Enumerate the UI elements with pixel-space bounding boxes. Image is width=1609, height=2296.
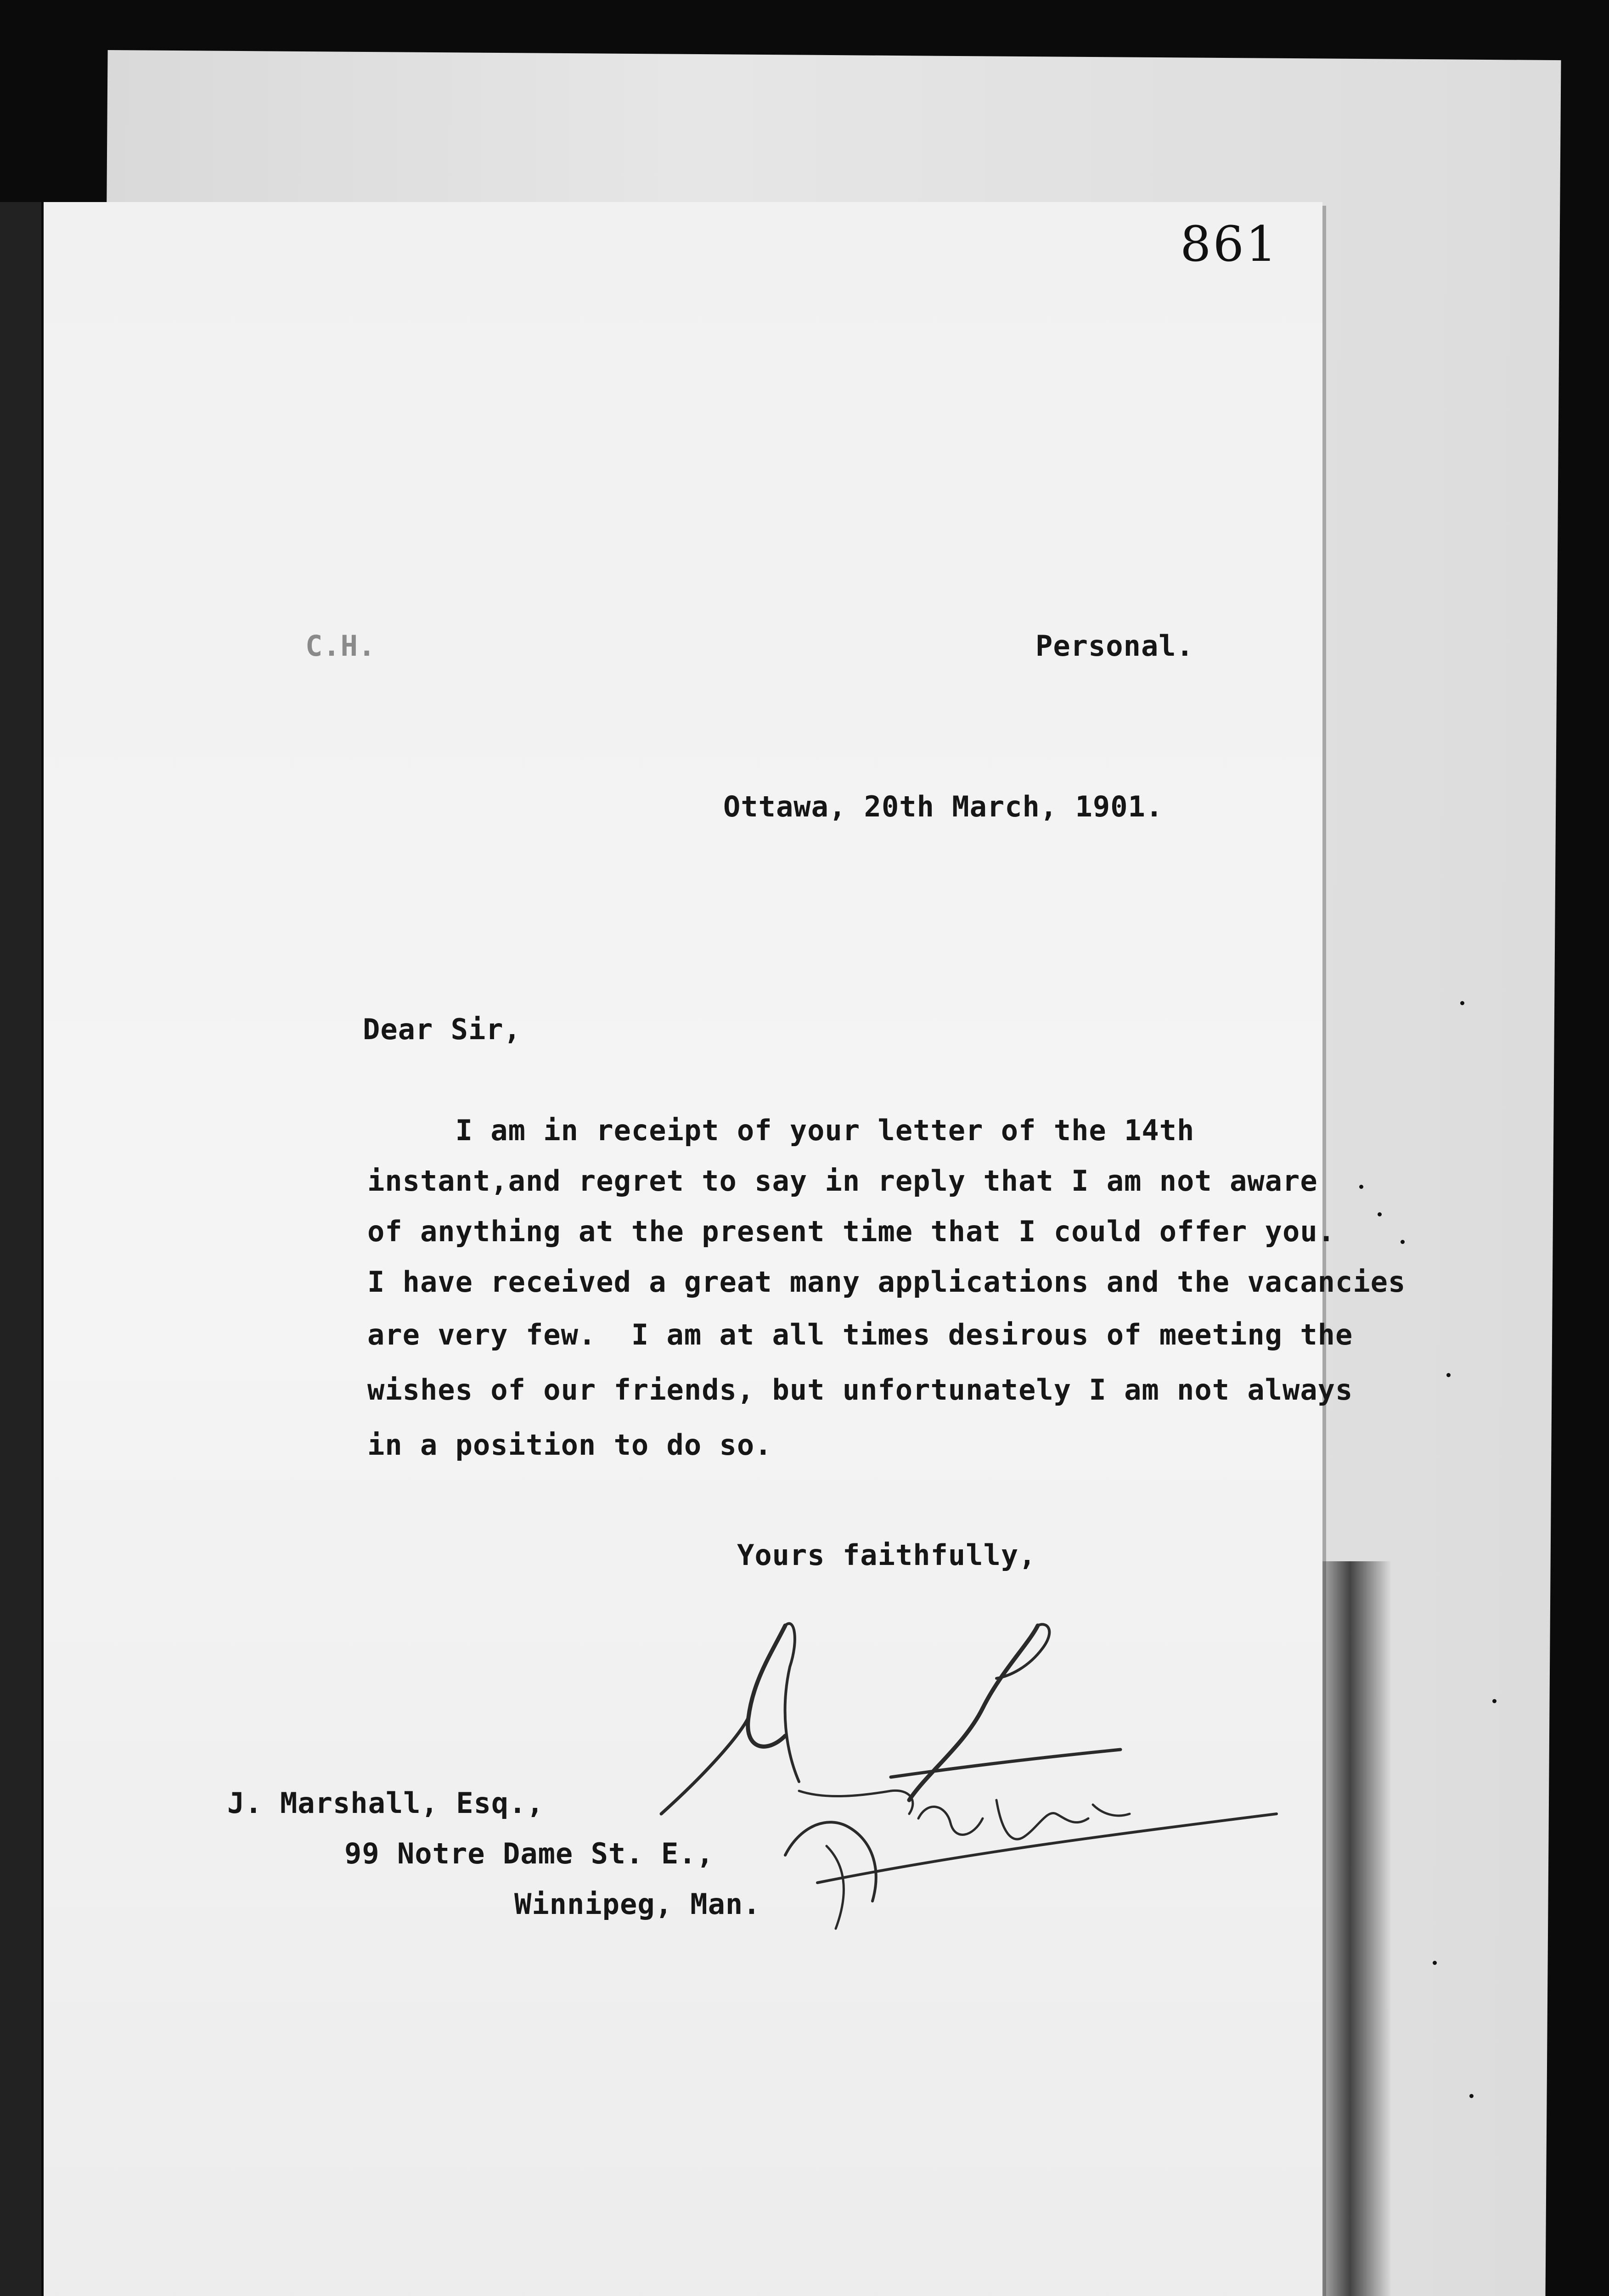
- film-speck: [1433, 1961, 1437, 1965]
- film-speck: [1401, 1240, 1405, 1244]
- film-speck: [1359, 1185, 1363, 1189]
- personal-label: Personal.: [1035, 629, 1194, 663]
- letter-page: [44, 202, 1322, 2296]
- dateline: Ottawa, 20th March, 1901.: [723, 790, 1164, 823]
- recipient-street: 99 Notre Dame St. E.,: [344, 1837, 714, 1870]
- body-line: wishes of our friends, but unfortunately I am not always: [367, 1373, 1353, 1407]
- salutation: Dear Sir,: [363, 1013, 521, 1046]
- body-line: I am in receipt of your letter of the 14th: [367, 1114, 1195, 1147]
- film-speck: [1446, 1373, 1451, 1377]
- film-speck: [1378, 1212, 1382, 1216]
- film-speck: [1460, 1001, 1464, 1005]
- body-line: of anything at the present time that I could offer you.: [367, 1215, 1335, 1248]
- film-speck: [1469, 2094, 1474, 2098]
- recipient-city: Winnipeg, Man.: [514, 1887, 761, 1921]
- body-line: in a position to do so.: [367, 1428, 772, 1462]
- page-number: 861: [1180, 216, 1279, 272]
- body-line: are very few. I am at all times desirous of meeting the: [367, 1318, 1353, 1351]
- recipient-name: J. Marshall, Esq.,: [227, 1786, 544, 1820]
- film-speck: [1492, 1699, 1496, 1703]
- closing: Yours faithfully,: [737, 1538, 1036, 1572]
- file-initials: C.H.: [305, 629, 376, 663]
- body-line: I have received a great many applications and the vacancies: [367, 1265, 1406, 1299]
- body-line: instant,and regret to say in reply that I am not aware: [367, 1164, 1318, 1198]
- film-edge: [0, 202, 41, 2296]
